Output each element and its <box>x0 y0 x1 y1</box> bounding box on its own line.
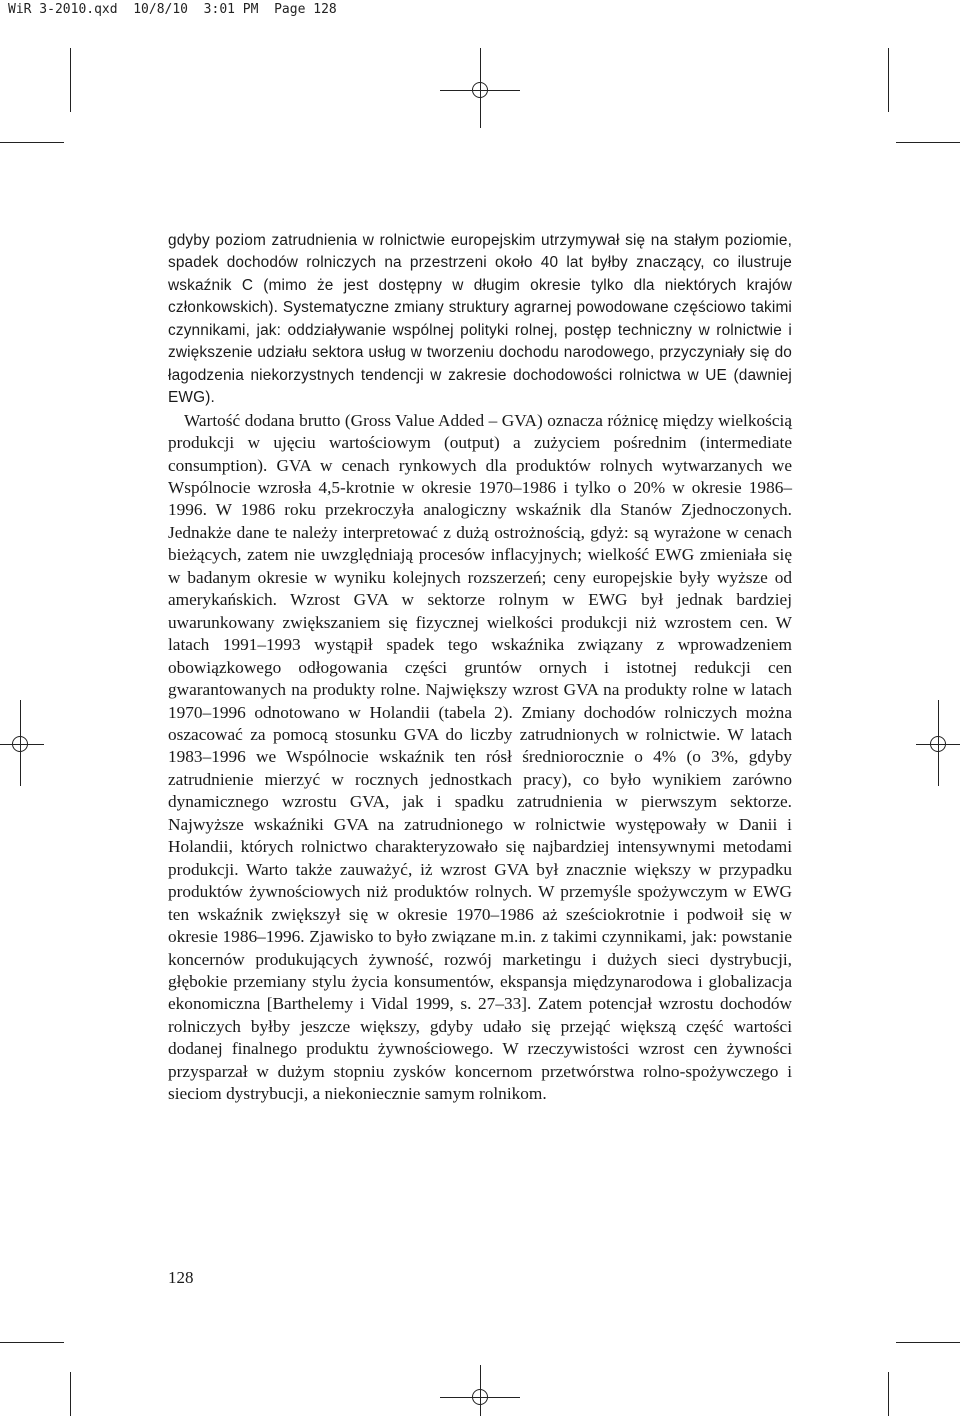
crop-mark <box>888 1372 889 1416</box>
crop-mark <box>896 1342 960 1343</box>
crop-mark <box>888 48 889 112</box>
registration-line <box>916 744 960 745</box>
page-number: 128 <box>168 1268 194 1287</box>
crop-mark <box>70 48 71 112</box>
registration-line <box>20 700 21 786</box>
registration-line <box>0 744 44 745</box>
paragraph-sans: gdyby poziom zatrudnienia w rolnictwie europejskim utrzymywał się na stałym poziomie, spadek dochodów rolniczych na przestrzeni około 40 lat byłby znaczący, co ilustruje wskaźnik C (mimo że jest dostępny w długim okresie tylko dla niektórych krajów członkowskich). Systematyczne zmiany struktury agrarnej powodowane częściowo takimi czynnikami, jak: oddziaływanie wspólnej polityki rolnej, postęp techniczny w rolnictwie i zwiększenie udziału sektora usług w tworzeniu dochodu narodowego, przyczyniały się do łagodzenia niekorzystnych tendencji w zakresie dochodowości rolnictwa w UE (dawniej EWG). <box>168 232 792 407</box>
body-text <box>168 230 792 1106</box>
registration-line <box>938 700 939 786</box>
registration-line <box>480 48 481 128</box>
print-slug: WiR 3-2010.qxd 10/8/10 3:01 PM Page 128 <box>8 2 337 17</box>
registration-line <box>480 1365 481 1416</box>
paragraph-gva: Wartość dodana brutto (Gross Value Added – GVA) oznacza różnicę między wielkością produkcji w ujęciu wartościowym (output) a zużyciem pośrednim (intermediate consumption). GVA w cenach rynkowych dla produktów rolnych wytwarzanych we Wspólnocie wzrosła 4,5-krotnie w okresie 1970–1986 i tylko o 20% w okresie 1986–1996. W 1986 roku przekroczyła analogiczny wskaźnik dla Stanów Zjednoczonych. Jednakże dane te należy interpretować z dużą ostrożnością, gdyż: są wyrażone w cenach bieżących, zatem nie uwzględniają procesów inflacyjnych; wielkość EWG zmieniała się w badanym okresie w wyniku kolejnych rozszerzeń; ceny europejskie były wyższe od amerykańskich. Wzrost GVA w sektorze rolnym w EWG był jednak bardziej uwarunkowany zwiększaniem się fizycznej wielkości produkcji niż wzrostem cen. W latach 1991–1993 wystąpił spadek tego wskaźnika związany z wprowadzeniem obowiązkowego odłogowania części gruntów ornych i istotnej redukcji cen gwarantowanych na produkty rolne. Największy wzrost GVA na produkty rolne w latach 1970–1996 odnotowano w Holandii (tabela 2). Zmiany dochodów rolniczych można oszacować za pomocą stosunku GVA do liczby zatrudnionych w rolnictwie. W latach 1983–1996 we Wspólnocie wskaźnik ten rósł średniorocznie o 4% (o 3%, gdyby zatrudnienie mierzyć w rocznych jednostkach pracy), co było wynikiem zarówno dynamicznego wzrostu GVA, jak i spadku zatrudnienia w pierwszym sektorze. Najwyższe wskaźniki GVA na zatrudnionego w rolnictwie występowały w Danii i Holandii, których rolnictwo charakteryzowało się najbardziej intensywnymi metodami produkcji. Warto także zauważyć, iż wzrost GVA był znacznie większy w przypadku produktów żywnościowych niż produktów rolnych. W przemyśle spożywczym w EWG ten wskaźnik zwiększył się w okresie 1970–1986 aż sześciokrotnie i podwoił się w okresie 1986–1996. Zjawisko to było związane m.in. z takimi czynnikami, jak: powstanie koncernów produkujących żywność, rozwój marketingu i dużych sieci dystrybucji, głębokie przemiany stylu życia konsumentów, ekspansja międzynarodowa i globalizacja ekonomiczna [Barthelemy i Vidal 1999, s. 27–33]. Zatem potencjał wzrostu dochodów rolniczych byłby jeszcze większy, gdyby udało się przejąć większą część wartości dodanej finalnego produktu żywnościowego. W rzeczywistości wzrost cen żywności przysparzał w dużym stopniu zysków koncernom przetwórstwa rolno-spożywczego i sieciom dystrybucji, a niekoniecznie samym rolnikom. <box>168 410 792 1104</box>
crop-mark <box>0 1342 64 1343</box>
crop-mark <box>70 1372 71 1416</box>
crop-mark <box>896 142 960 143</box>
crop-mark <box>0 142 64 143</box>
